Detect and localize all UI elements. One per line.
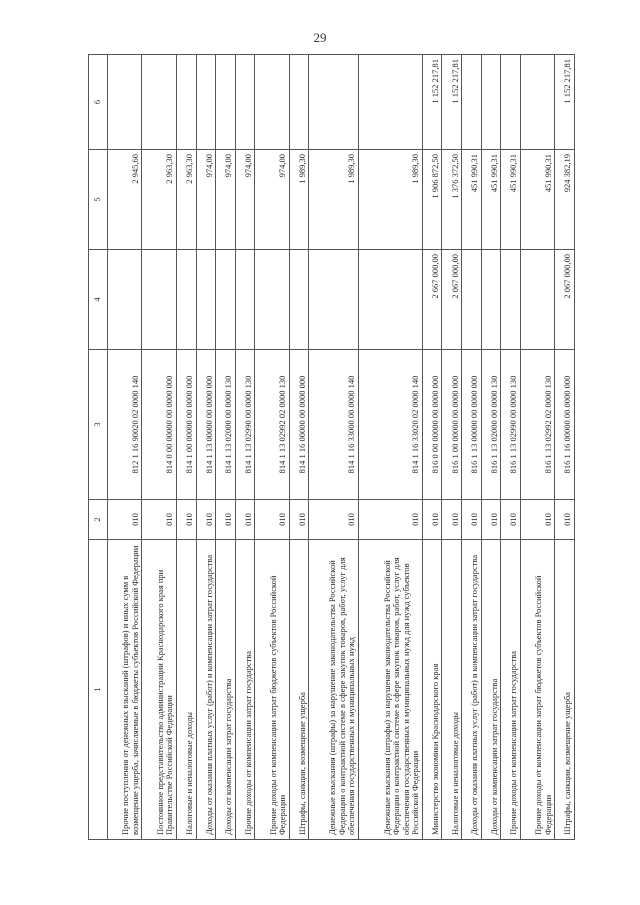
row-kbk-cell: 814 1 00 00000 00 0000 000 <box>176 350 196 500</box>
row-name-cell: Министерство экономики Краснодарского края <box>422 540 442 840</box>
row-value-col6 <box>481 55 501 150</box>
row-name-cell: Налоговые и неналоговые доходы <box>442 540 462 840</box>
row-value-col4 <box>481 250 501 350</box>
table-row <box>255 55 289 840</box>
row-value-col5: 1 906 872,50 <box>422 150 442 250</box>
rotated-table-container <box>88 55 575 840</box>
row-kbk-cell: 814 1 13 02992 02 0000 130 <box>255 350 289 500</box>
row-kbk-cell: 814 1 16 33000 00 0000 140 <box>309 350 358 500</box>
row-kbk-cell: 816 1 13 02000 00 0000 130 <box>481 350 501 500</box>
table-row <box>462 55 482 840</box>
column-header: 4 <box>89 250 108 350</box>
row-value-col4 <box>289 250 309 350</box>
row-value-col6: 1 152 217,81 <box>442 55 462 150</box>
row-kbk-cell: 816 0 00 00000 00 0000 000 <box>422 350 442 500</box>
row-code-cell: 010 <box>501 500 521 540</box>
row-code-cell: 010 <box>422 500 442 540</box>
row-value-col5: 974,00 <box>255 150 289 250</box>
table-row <box>235 55 255 840</box>
row-code-cell: 010 <box>235 500 255 540</box>
table-row <box>422 55 442 840</box>
row-kbk-cell: 816 1 00 00000 00 0000 000 <box>442 350 462 500</box>
row-value-col5: 451 990,31 <box>501 150 521 250</box>
row-kbk-cell: 814 1 16 00000 00 0000 000 <box>289 350 309 500</box>
row-value-col4 <box>358 250 422 350</box>
row-kbk-cell: 814 1 13 02990 00 0000 130 <box>235 350 255 500</box>
row-name-cell: Прочие доходы от компенсации затрат государства <box>501 540 521 840</box>
row-code-cell: 010 <box>442 500 462 540</box>
table-header-row <box>89 55 108 840</box>
row-value-col5: 451 990,31 <box>481 150 501 250</box>
row-name-cell: Налоговые и неналоговые доходы <box>176 540 196 840</box>
column-header: 6 <box>89 55 108 150</box>
table-row <box>520 55 554 840</box>
row-code-cell: 010 <box>462 500 482 540</box>
row-value-col4 <box>176 250 196 350</box>
column-header: 2 <box>89 500 108 540</box>
row-value-col5: 451 990,31 <box>520 150 554 250</box>
row-name-cell: Прочие доходы от компенсации затрат государства <box>235 540 255 840</box>
row-kbk-cell: 816 1 13 02992 02 0000 130 <box>520 350 554 500</box>
row-value-col4 <box>142 250 176 350</box>
row-name-cell: Прочие доходы от компенсации затрат бюджетов субъектов Российской Федерации <box>520 540 554 840</box>
table-body <box>108 55 575 840</box>
row-name-cell: Доходы от компенсации затрат государства <box>216 540 236 840</box>
row-name-cell: Прочие доходы от компенсации затрат бюджетов субъектов Российской Федерации <box>255 540 289 840</box>
column-header: 1 <box>89 540 108 840</box>
row-value-col6 <box>108 55 142 150</box>
row-code-cell: 010 <box>555 500 575 540</box>
row-value-col6: 1 152 217,81 <box>422 55 442 150</box>
row-value-col6 <box>142 55 176 150</box>
row-code-cell: 010 <box>255 500 289 540</box>
row-code-cell: 010 <box>289 500 309 540</box>
row-value-col5: 2 963,30 <box>142 150 176 250</box>
row-value-col6 <box>235 55 255 150</box>
row-value-col4: 2 667 000,00 <box>422 250 442 350</box>
row-value-col6 <box>501 55 521 150</box>
row-value-col5: 1 989,30 <box>358 150 422 250</box>
row-code-cell: 010 <box>481 500 501 540</box>
page-number: 29 <box>313 30 327 45</box>
row-value-col5: 974,00 <box>196 150 216 250</box>
row-code-cell: 010 <box>108 500 142 540</box>
table-row <box>176 55 196 840</box>
row-value-col5: 974,00 <box>235 150 255 250</box>
row-value-col4: 2 067 000,00 <box>442 250 462 350</box>
row-value-col6 <box>309 55 358 150</box>
row-value-col4 <box>309 250 358 350</box>
table-row <box>442 55 462 840</box>
row-value-col4 <box>520 250 554 350</box>
table-row <box>196 55 216 840</box>
table-row <box>501 55 521 840</box>
row-name-cell: Штрафы, санкции, возмещение ущерба <box>555 540 575 840</box>
row-name-cell: Постоянное представительство администрации Краснодарского края при Правительстве Российской Федерации <box>142 540 176 840</box>
column-header: 3 <box>89 350 108 500</box>
row-name-cell: Денежные взыскания (штрафы) за нарушение законодательства Российской Федерации о контрактной системе в сфере закупок товаров, работ, услуг для обеспечения государственных и муниципальных нужд для нужд субъектов Российской Федерации <box>358 540 422 840</box>
table-row <box>289 55 309 840</box>
row-value-col4 <box>255 250 289 350</box>
row-value-col4 <box>216 250 236 350</box>
row-kbk-cell: 816 1 16 00000 00 0000 000 <box>555 350 575 500</box>
row-value-col4 <box>462 250 482 350</box>
row-value-col5: 2 945,60 <box>108 150 142 250</box>
row-code-cell: 010 <box>142 500 176 540</box>
revenue-table <box>88 54 575 840</box>
row-kbk-cell: 814 0 00 00000 00 0000 000 <box>142 350 176 500</box>
row-value-col6 <box>358 55 422 150</box>
row-value-col4 <box>108 250 142 350</box>
row-code-cell: 010 <box>309 500 358 540</box>
row-kbk-cell: 814 1 16 33020 02 0000 140 <box>358 350 422 500</box>
row-kbk-cell: 812 1 16 90020 02 0000 140 <box>108 350 142 500</box>
row-value-col6: 1 152 217,81 <box>555 55 575 150</box>
row-name-cell: Доходы от оказания платных услуг (работ) и компенсации затрат государства <box>196 540 216 840</box>
row-value-col6 <box>255 55 289 150</box>
row-value-col5: 1 376 372,50 <box>442 150 462 250</box>
row-kbk-cell: 814 1 13 02000 00 0000 130 <box>216 350 236 500</box>
row-value-col5: 1 989,30 <box>309 150 358 250</box>
row-value-col5: 974,00 <box>216 150 236 250</box>
row-code-cell: 010 <box>520 500 554 540</box>
row-name-cell: Прочие поступления от денежных взысканий (штрафов) и иных сумм в возмещение ущерба, зачисляемые в бюджеты субъектов Российской Федерации <box>108 540 142 840</box>
row-value-col4 <box>196 250 216 350</box>
row-value-col6 <box>289 55 309 150</box>
column-header: 5 <box>89 150 108 250</box>
table-row <box>309 55 358 840</box>
row-name-cell: Доходы от оказания платных услуг (работ) и компенсации затрат государства <box>462 540 482 840</box>
row-name-cell: Денежные взыскания (штрафы) за нарушение законодательства Российской Федерации о контрактной системе в сфере закупок товаров, работ, услуг для обеспечения государственных и муниципальных нужд <box>309 540 358 840</box>
row-value-col5: 924 382,19 <box>555 150 575 250</box>
row-kbk-cell: 816 1 13 02990 00 0000 130 <box>501 350 521 500</box>
row-value-col4: 2 067 000,00 <box>555 250 575 350</box>
row-value-col6 <box>216 55 236 150</box>
row-code-cell: 010 <box>358 500 422 540</box>
row-value-col6 <box>520 55 554 150</box>
row-code-cell: 010 <box>176 500 196 540</box>
row-name-cell: Доходы от компенсации затрат государства <box>481 540 501 840</box>
row-code-cell: 010 <box>196 500 216 540</box>
table-row <box>108 55 142 840</box>
table-row <box>142 55 176 840</box>
row-value-col4 <box>235 250 255 350</box>
row-kbk-cell: 814 1 13 00000 00 0000 000 <box>196 350 216 500</box>
row-value-col4 <box>501 250 521 350</box>
row-value-col5: 451 990,31 <box>462 150 482 250</box>
row-value-col6 <box>176 55 196 150</box>
row-value-col6 <box>196 55 216 150</box>
table-row <box>481 55 501 840</box>
row-name-cell: Штрафы, санкции, возмещение ущерба <box>289 540 309 840</box>
row-value-col6 <box>462 55 482 150</box>
table-row <box>358 55 422 840</box>
table-row <box>555 55 575 840</box>
row-code-cell: 010 <box>216 500 236 540</box>
row-value-col5: 2 963,30 <box>176 150 196 250</box>
row-kbk-cell: 816 1 13 00000 00 0000 000 <box>462 350 482 500</box>
row-value-col5: 1 989,30 <box>289 150 309 250</box>
table-row <box>216 55 236 840</box>
